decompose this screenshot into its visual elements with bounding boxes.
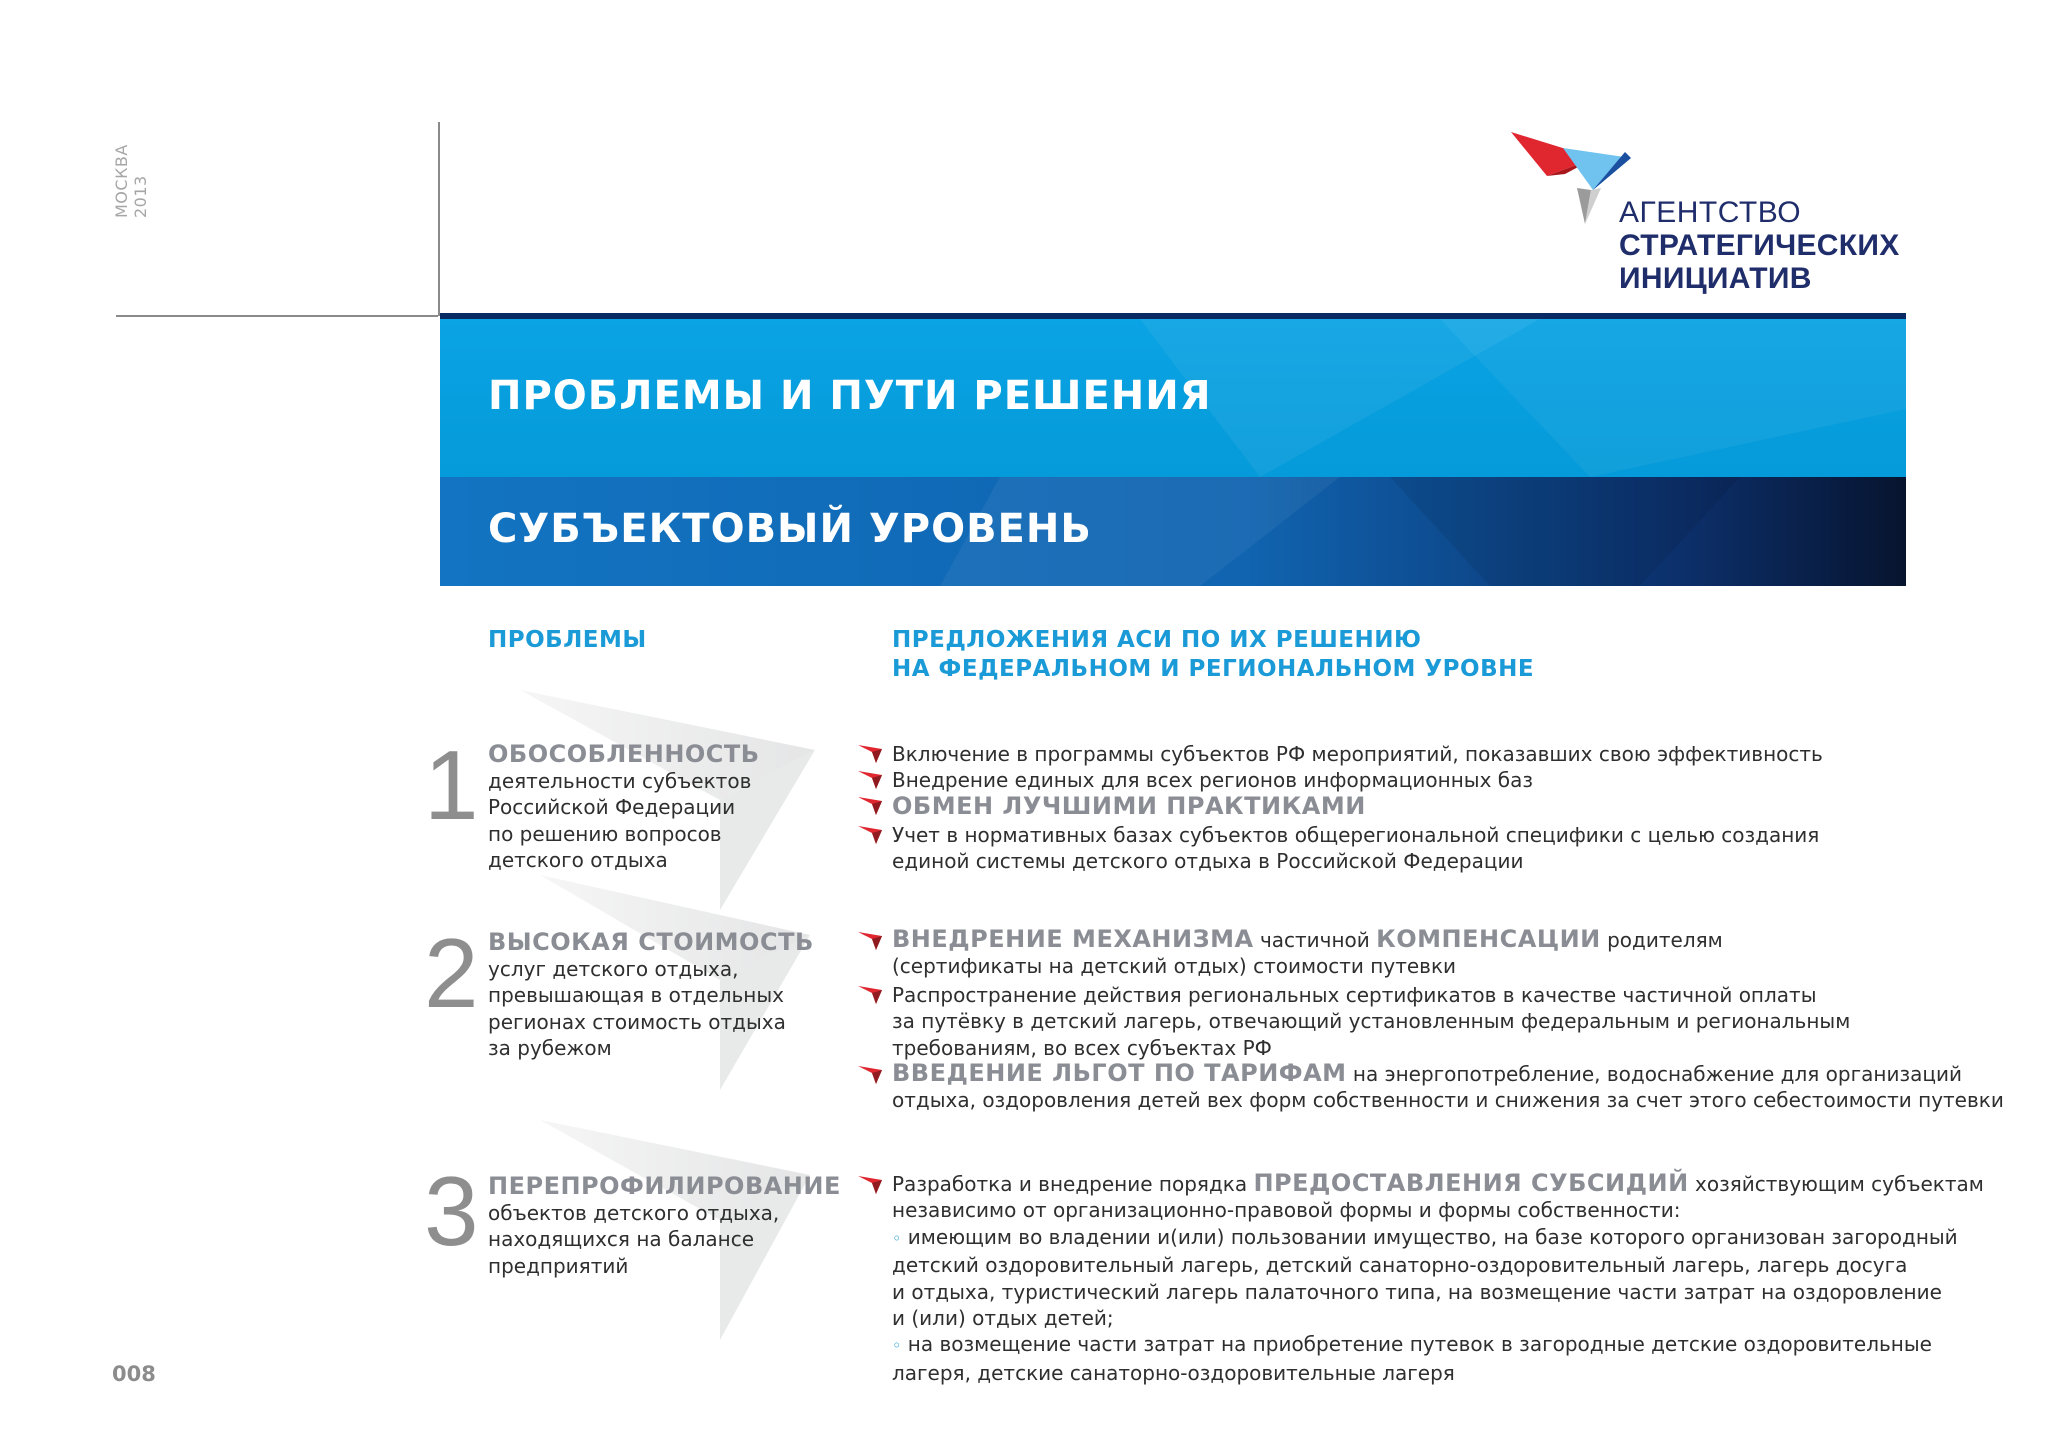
solution-1-1: Включение в программы субъектов РФ мероприятий, показавших свою эффективность xyxy=(892,742,1823,766)
solution-1-3 xyxy=(892,793,1366,820)
problem-1-line: детского отдыха xyxy=(488,848,668,873)
banner-subtitle: СУБЪЕКТОВЫЙ УРОВЕНЬ xyxy=(488,506,1092,552)
solutions-header xyxy=(892,626,1534,684)
solution-2-3-text: на энергопотребление, водоснабжение для организаций xyxy=(1346,1062,1962,1086)
solution-1-4-line: единой системы детского отдыха в Российской Федерации xyxy=(892,849,1524,874)
title-banner xyxy=(440,313,1906,586)
problem-1-line: Российской Федерации xyxy=(488,795,736,820)
solution-3-1-line-2: независимо от организационно-правовой формы и формы собственности: xyxy=(892,1198,1681,1223)
solutions-header-line-1: ПРЕДЛОЖЕНИЯ АСИ ПО ИХ РЕШЕНИЮ xyxy=(892,627,1422,653)
solution-3-bullet-1-line: и (или) отдых детей; xyxy=(892,1306,1114,1331)
side-year: 2013 xyxy=(131,175,150,218)
problems-header: ПРОБЛЕМЫ xyxy=(488,627,647,653)
solution-1-3-highlight: ОБМЕН ЛУЧШИМИ ПРАКТИКАМИ xyxy=(892,792,1366,820)
problem-2-line: превышающая в отдельных xyxy=(488,983,784,1008)
problem-2-line: за рубежом xyxy=(488,1036,612,1061)
circle-bullet-icon: ◦ xyxy=(892,1228,902,1248)
arrow-bullet-icon xyxy=(858,826,882,844)
problem-1 xyxy=(488,741,760,874)
solution-3-1 xyxy=(892,1170,1984,1386)
arrow-bullet-icon xyxy=(858,1066,882,1084)
solution-2-1 xyxy=(892,926,1723,980)
solution-3-1-text-1: Разработка и внедрение порядка xyxy=(892,1172,1254,1196)
solution-3-bullet-2 xyxy=(892,1331,1984,1359)
problem-2-text xyxy=(488,956,814,1062)
problem-1-text xyxy=(488,768,760,874)
problem-1-line: по решению вопросов xyxy=(488,821,722,846)
circle-bullet-icon: ◦ xyxy=(892,1336,902,1356)
solutions-header-line-2: НА ФЕДЕРАЛЬНОМ И РЕГИОНАЛЬНОМ УРОВНЕ xyxy=(892,656,1535,682)
solution-2-3-line-1 xyxy=(892,1060,2004,1087)
problem-3-line: предприятий xyxy=(488,1253,629,1278)
problem-1-line: деятельности субъектов xyxy=(488,769,752,793)
banner-title: ПРОБЛЕМЫ И ПУТИ РЕШЕНИЯ xyxy=(488,373,1212,419)
problem-2-title: ВЫСОКАЯ СТОИМОСТЬ xyxy=(488,928,814,956)
problem-1-number: 1 xyxy=(424,730,479,840)
problem-3-title: ПЕРЕПРОФИЛИРОВАНИЕ xyxy=(488,1172,841,1200)
solution-2-3-line-2: отдыха, оздоровления детей вех форм собственности и снижения за счет этого себестоимости путевки xyxy=(892,1088,2004,1113)
page-number: 008 xyxy=(112,1362,156,1386)
solution-3-1-line-1 xyxy=(892,1170,1984,1197)
logo-mark-icon xyxy=(1505,128,1635,228)
solution-3-1-text-2: хозяйствующим субъектам xyxy=(1688,1172,1984,1196)
solution-2-3-highlight: ВВЕДЕНИЕ ЛЬГОТ ПО ТАРИФАМ xyxy=(892,1059,1347,1087)
problem-2-number: 2 xyxy=(424,918,479,1028)
solution-2-1-highlight-2: КОМПЕНСАЦИИ xyxy=(1376,925,1601,953)
problem-2 xyxy=(488,929,814,1062)
solution-2-2-line: Распространение действия региональных сертификатов в качестве частичной оплаты xyxy=(892,983,1817,1007)
side-label xyxy=(112,98,150,218)
solution-3-bullet-1-line: и отдыха, туристический лагерь палаточного типа, на возмещение части затрат на оздоровление xyxy=(892,1279,1942,1304)
solution-2-1-text-2: родителям xyxy=(1600,928,1723,952)
arrow-bullet-icon xyxy=(858,932,882,950)
solution-1-4 xyxy=(892,822,1819,875)
arrow-bullet-icon xyxy=(858,986,882,1004)
solution-2-1-highlight-1: ВНЕДРЕНИЕ МЕХАНИЗМА xyxy=(892,925,1254,953)
solution-2-2 xyxy=(892,982,1850,1061)
solution-1-4-line: Учет в нормативных базах субъектов общерегиональной специфики с целью создания xyxy=(892,823,1820,847)
problem-1-title: ОБОСОБЛЕННОСТЬ xyxy=(488,740,760,768)
solution-2-1-line-2: (сертификаты на детский отдых) стоимости путевки xyxy=(892,954,1457,979)
arrow-bullet-icon xyxy=(858,797,882,815)
solution-3-bullet-2-line: лагеря, детские санаторно-оздоровительные лагеря xyxy=(892,1360,1455,1385)
horizontal-divider xyxy=(116,315,438,317)
vertical-divider xyxy=(438,122,440,316)
problem-2-line: услуг детского отдыха, xyxy=(488,957,739,981)
problem-3-text xyxy=(488,1200,841,1279)
problem-3-line: находящихся на балансе xyxy=(488,1227,755,1252)
arrow-bullet-icon xyxy=(858,745,882,763)
problem-3-number: 3 xyxy=(424,1156,479,1266)
solution-2-2-line: за путёвку в детский лагерь, отвечающий установленным федеральным и региональным xyxy=(892,1009,1851,1034)
problem-3-line: объектов детского отдыха, xyxy=(488,1201,780,1225)
arrow-bullet-icon xyxy=(858,1176,882,1194)
solution-1-2: Внедрение единых для всех регионов информационных баз xyxy=(892,768,1533,792)
asi-logo xyxy=(1505,128,1900,298)
logo-wordmark xyxy=(1619,196,1900,295)
logo-line-2: СТРАТЕГИЧЕСКИХ xyxy=(1619,229,1900,262)
logo-line-1: АГЕНТСТВО xyxy=(1619,196,1802,229)
solution-3-bullet-1-line: детский оздоровительный лагерь, детский санаторно-оздоровительный лагерь, лагерь досуга xyxy=(892,1253,1908,1278)
solution-3-bullet-1-line: имеющим во владении и(или) пользовании имущество, на базе которого организован загородный xyxy=(907,1224,1958,1249)
solution-2-2-line: требованиям, во всех субъектах РФ xyxy=(892,1035,1272,1060)
solution-3-bullet-2-line: на возмещение части затрат на приобретение путевок в загородные детские оздоровительные xyxy=(907,1332,1932,1357)
logo-line-3: ИНИЦИАТИВ xyxy=(1619,262,1812,295)
solution-2-1-line-1 xyxy=(892,926,1723,953)
solution-3-bullet-1 xyxy=(892,1224,1984,1252)
arrow-bullet-icon xyxy=(858,771,882,789)
problem-3 xyxy=(488,1173,841,1279)
solution-2-1-text-1: частичной xyxy=(1253,928,1377,952)
side-city: МОСКВА xyxy=(112,144,131,218)
problem-2-line: регионах стоимость отдыха xyxy=(488,1009,786,1034)
solution-3-1-highlight: ПРЕДОСТАВЛЕНИЯ СУБСИДИЙ xyxy=(1253,1169,1689,1197)
solution-2-3 xyxy=(892,1060,2004,1114)
